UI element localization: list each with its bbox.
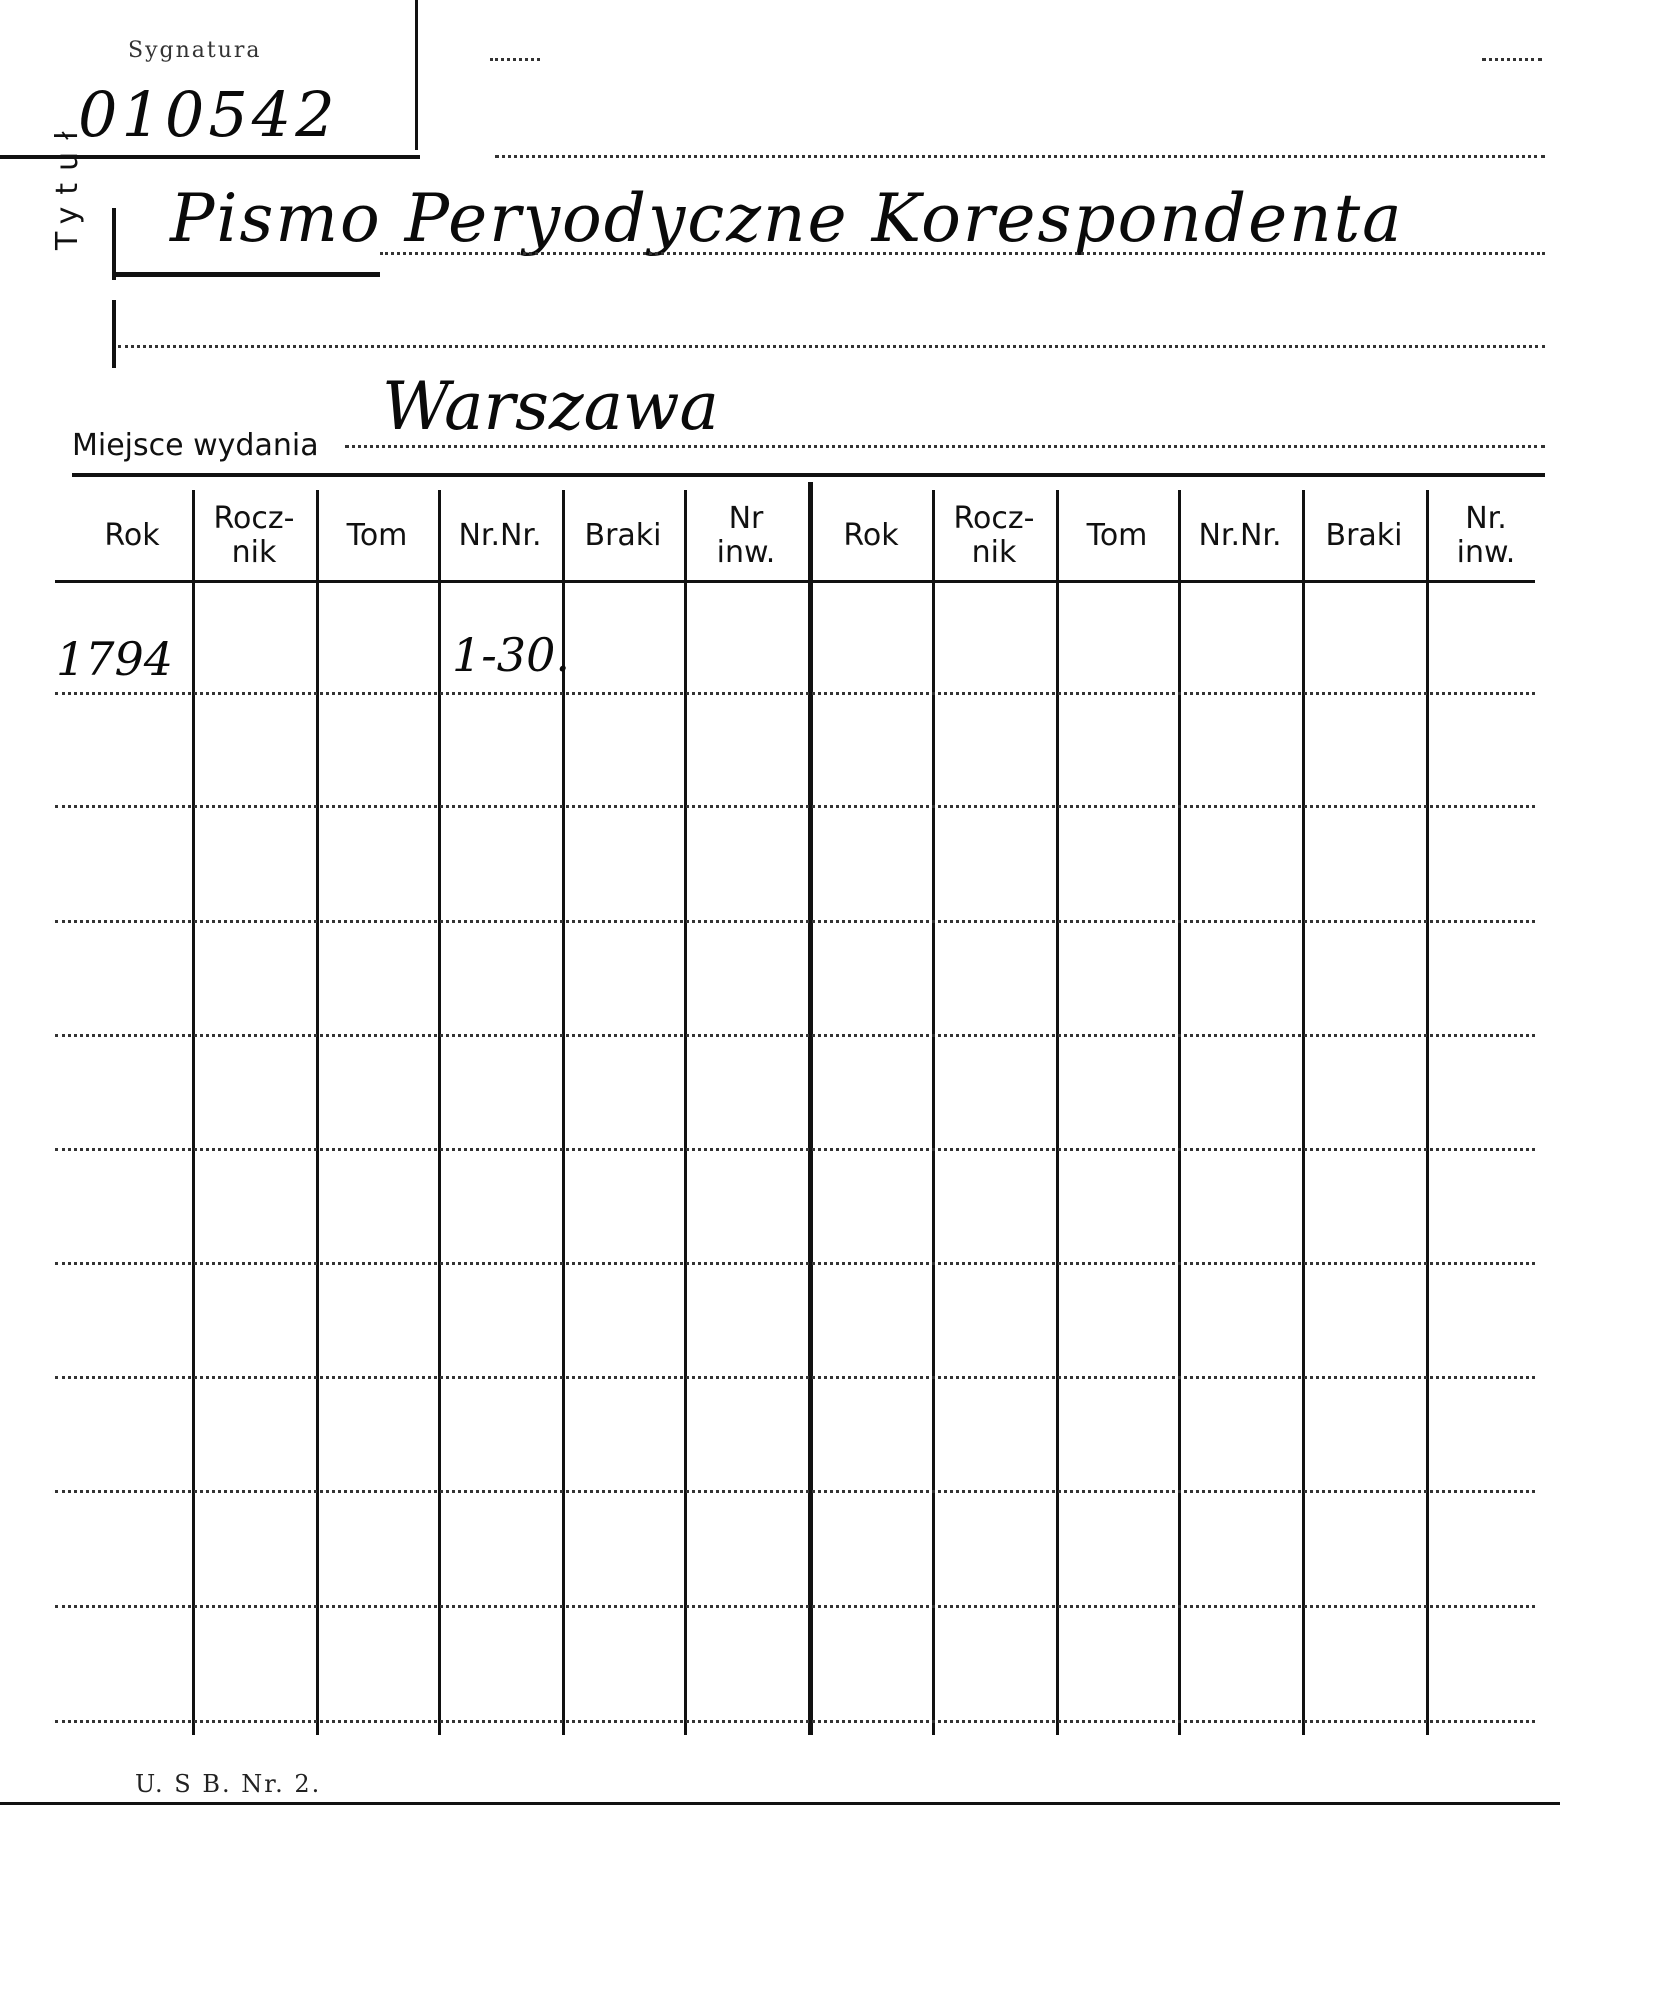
column-line-3 — [438, 490, 441, 1735]
header-bottom-rule-left — [55, 580, 895, 583]
card-bottom-edge — [0, 1802, 1560, 1805]
column-line-9 — [1178, 490, 1181, 1735]
title-bracket-lower — [112, 300, 116, 368]
header-nrinw-left: Nr inw. — [716, 501, 776, 570]
entry-rok: 1794 — [56, 632, 174, 686]
row-line-2 — [55, 805, 1535, 808]
row-line-5 — [55, 1148, 1535, 1151]
column-line-10 — [1302, 490, 1305, 1735]
title-bracket-upper — [112, 208, 116, 280]
title-value: Pismo Peryodyczne Korespondenta — [170, 180, 1404, 257]
center-divider — [808, 482, 813, 1735]
row-line-4 — [55, 1034, 1535, 1037]
column-line-1 — [192, 490, 195, 1735]
title-underline — [116, 272, 380, 277]
top-dotted-line-2 — [1482, 58, 1542, 61]
row-line-6 — [55, 1262, 1535, 1265]
title-dotted-line-2 — [118, 345, 1545, 348]
header-bottom-rule-right — [895, 580, 1535, 583]
header-braki-left: Braki — [584, 518, 662, 553]
header-rok-left: Rok — [104, 518, 160, 553]
column-line-11 — [1426, 490, 1429, 1735]
top-dotted-line-1 — [490, 58, 540, 61]
header-nrnr-right: Nr.Nr. — [1198, 518, 1282, 553]
table-top-rule — [72, 473, 1545, 477]
title-label: Tytuł — [50, 119, 85, 250]
place-label: Miejsce wydania — [72, 428, 319, 463]
entry-nrnr: 1-30. — [452, 628, 570, 682]
column-line-2 — [316, 490, 319, 1735]
signature-box-right-border — [415, 0, 418, 150]
header-rok-right: Rok — [843, 518, 899, 553]
header-braki-right: Braki — [1325, 518, 1403, 553]
place-dotted-line — [345, 445, 1545, 448]
row-line-3 — [55, 920, 1535, 923]
row-line-8 — [55, 1490, 1535, 1493]
place-value: Warszawa — [382, 368, 719, 445]
row-line-7 — [55, 1376, 1535, 1379]
title-dotted-line-1 — [380, 252, 1545, 255]
top-dotted-line-3 — [495, 155, 1545, 158]
form-footer: U. S B. Nr. 2. — [135, 1770, 322, 1798]
header-nrnr-left: Nr.Nr. — [458, 518, 542, 553]
header-nrinw-right: Nr. inw. — [1456, 501, 1516, 570]
row-line-9 — [55, 1605, 1535, 1608]
row-line-1 — [55, 692, 1535, 695]
signature-value: 010542 — [78, 78, 339, 151]
column-line-8 — [1056, 490, 1059, 1735]
signature-label: Sygnatura — [128, 38, 262, 63]
header-rocznik-right: Rocz- nik — [953, 501, 1035, 570]
header-rocznik-left: Rocz- nik — [213, 501, 295, 570]
header-tom-right: Tom — [1086, 518, 1148, 553]
row-line-10 — [55, 1720, 1535, 1723]
header-tom-left: Tom — [346, 518, 408, 553]
column-line-7 — [932, 490, 935, 1735]
column-line-5 — [684, 490, 687, 1735]
